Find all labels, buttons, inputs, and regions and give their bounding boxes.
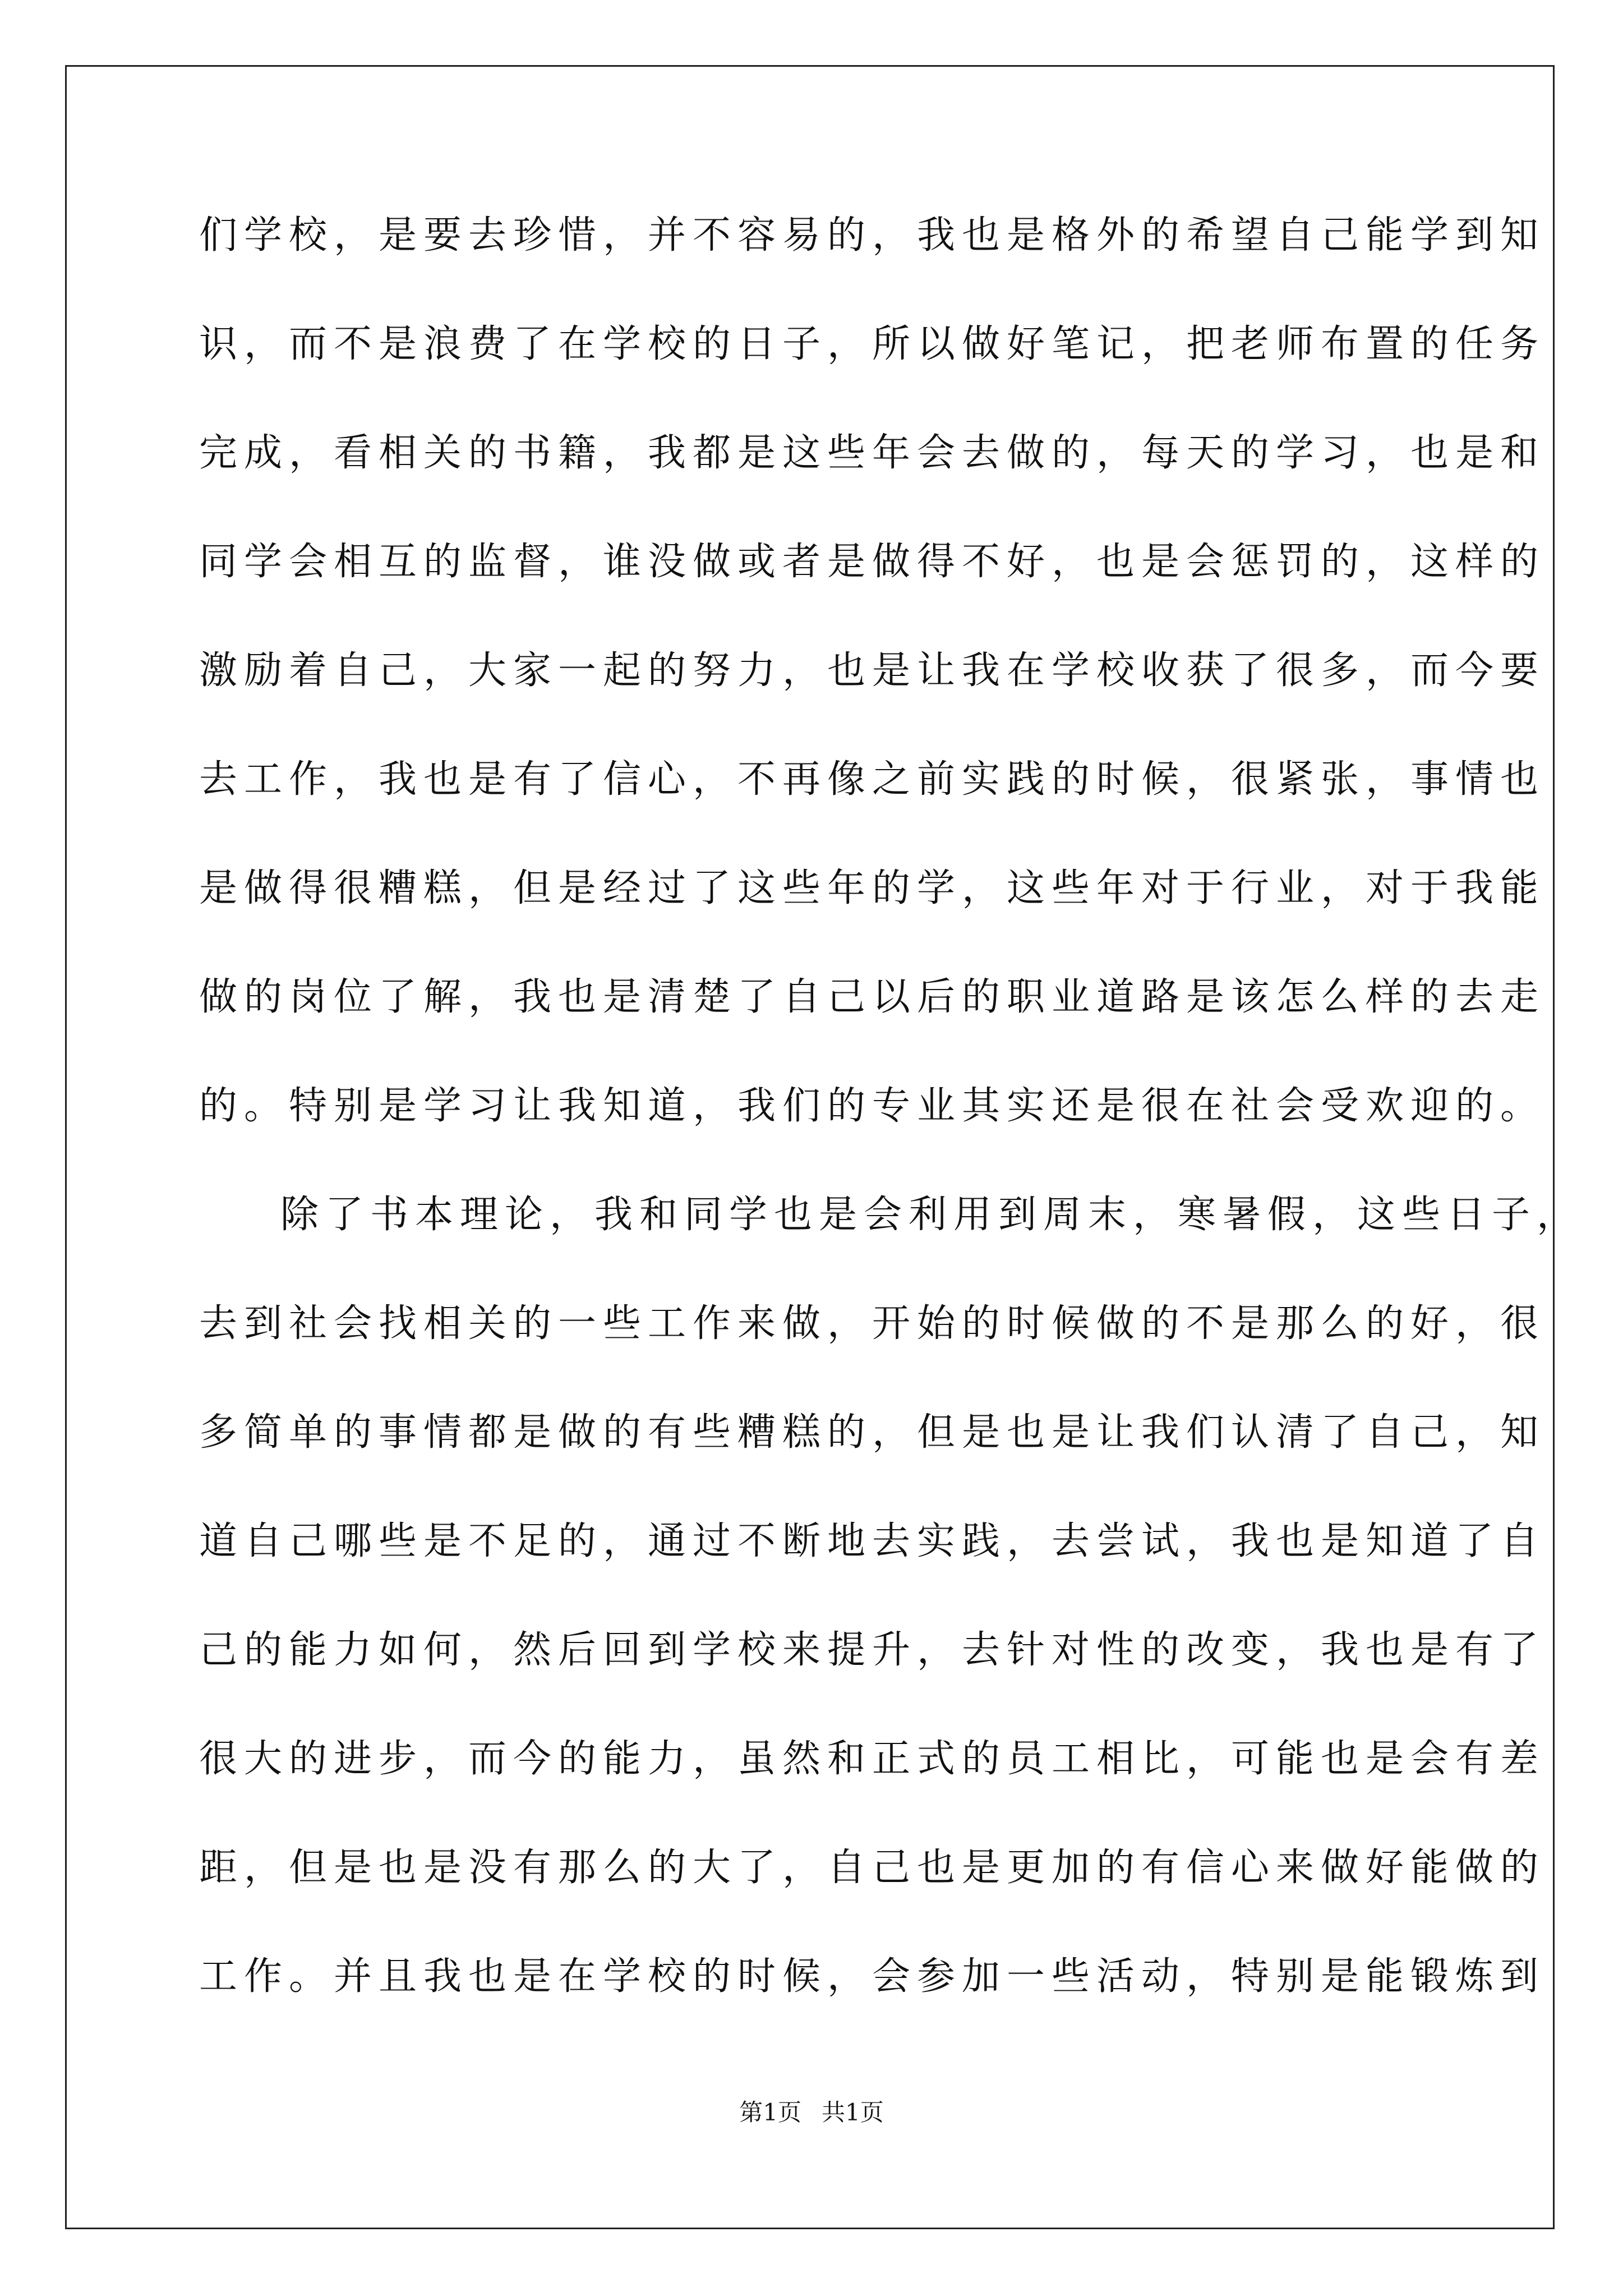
text-line: 己的能力如何，然后回到学校来提升，去针对性的改变，我也是有了	[199, 1628, 1546, 1672]
page-number-current: 第1页	[739, 2099, 801, 2126]
text-line: 的。特别是学习让我知道，我们的专业其实还是很在社会受欢迎的。	[199, 1084, 1546, 1128]
text-line: 是做得很糟糕，但是经过了这些年的学，这些年对于行业，对于我能	[199, 866, 1546, 910]
text-line: 完成，看相关的书籍，我都是这些年会去做的，每天的学习，也是和	[199, 431, 1546, 475]
text-line: 很大的进步，而今的能力，虽然和正式的员工相比，可能也是会有差	[199, 1737, 1546, 1781]
text-line: 距，但是也是没有那么的大了，自己也是更加的有信心来做好能做的	[199, 1846, 1546, 1890]
text-line: 们学校，是要去珍惜，并不容易的，我也是格外的希望自己能学到知	[199, 213, 1546, 257]
page-footer	[0, 2094, 1623, 2128]
text-line: 去工作，我也是有了信心，不再像之前实践的时候，很紧张，事情也	[199, 757, 1546, 802]
page-number-total: 共1页	[822, 2099, 884, 2126]
text-line: 去到社会找相关的一些工作来做，开始的时候做的不是那么的好，很	[199, 1301, 1546, 1346]
text-line: 工作。并且我也是在学校的时候，会参加一些活动，特别是能锻炼到	[199, 1954, 1546, 1999]
text-line: 激励着自己，大家一起的努力，也是让我在学校收获了很多，而今要	[199, 648, 1546, 693]
text-line: 识，而不是浪费了在学校的日子，所以做好笔记，把老师布置的任务	[199, 322, 1546, 366]
text-line: 多简单的事情都是做的有些糟糕的，但是也是让我们认清了自己，知	[199, 1410, 1546, 1455]
text-line: 同学会相互的监督，谁没做或者是做得不好，也是会惩罚的，这样的	[199, 540, 1546, 584]
document-body	[199, 208, 1582, 2058]
text-line: 道自己哪些是不足的，通过不断地去实践，去尝试，我也是知道了自	[199, 1519, 1546, 1563]
paragraph-first-line: 除了书本理论，我和同学也是会利用到周末，寒暑假，这些日子，	[280, 1193, 1582, 1237]
text-line: 做的岗位了解，我也是清楚了自己以后的职业道路是该怎么样的去走	[199, 975, 1546, 1019]
